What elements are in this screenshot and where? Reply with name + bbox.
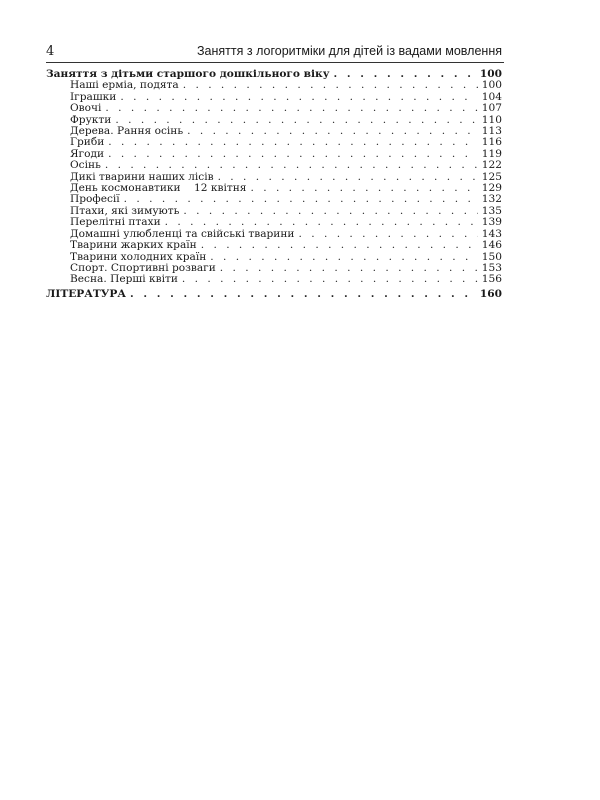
toc-item-page: 122 bbox=[481, 159, 502, 172]
toc-leader-dots bbox=[105, 160, 478, 171]
toc-row bbox=[46, 149, 502, 160]
toc-item-page: 135 bbox=[481, 204, 502, 217]
toc-leader-dots bbox=[218, 172, 478, 183]
table-of-contents bbox=[46, 69, 502, 300]
toc-leader-dots bbox=[183, 206, 477, 217]
toc-item-title: Тварини жарких країн bbox=[70, 239, 197, 252]
toc-leader-dots bbox=[165, 217, 478, 228]
toc-section-page: 100 bbox=[479, 68, 502, 80]
toc-leader-dots bbox=[120, 92, 477, 103]
toc-literature-title: ЛІТЕРАТУРА bbox=[46, 287, 126, 300]
toc-item-title: Гриби bbox=[70, 136, 105, 149]
toc-row bbox=[46, 137, 502, 148]
toc-section-title: Заняття з дітьми старшого дошкільного віку bbox=[46, 68, 330, 80]
toc-item-title: День космонавтики 12 квітня bbox=[70, 182, 247, 195]
toc-item-title: Ягоди bbox=[70, 147, 105, 160]
toc-item-title: Наші ерміа, подята bbox=[70, 79, 179, 92]
toc-row bbox=[46, 126, 502, 137]
toc-literature-page: 160 bbox=[479, 287, 502, 300]
toc-item-title: Іграшки bbox=[70, 90, 117, 103]
toc-leader-dots bbox=[182, 274, 478, 285]
toc-leader-dots bbox=[210, 252, 477, 263]
toc-item-page: 116 bbox=[481, 136, 502, 149]
toc-row bbox=[46, 217, 502, 228]
toc-item-page: 156 bbox=[481, 273, 502, 286]
toc-item-title: Перелітні птахи bbox=[70, 216, 161, 229]
toc-leader-dots bbox=[183, 80, 478, 91]
toc-item-page: 150 bbox=[481, 250, 502, 263]
toc-item-page: 146 bbox=[481, 239, 502, 252]
toc-item-page: 104 bbox=[481, 90, 502, 103]
toc-leader-dots bbox=[333, 69, 475, 80]
toc-leader-dots bbox=[220, 263, 478, 274]
toc-row bbox=[46, 103, 502, 114]
toc-leader-dots bbox=[105, 103, 477, 114]
toc-item-title: Дерева. Рання осінь bbox=[70, 125, 184, 138]
toc-item-title: Овочі bbox=[70, 102, 102, 115]
toc-item-title: Дикі тварини наших лісів bbox=[70, 170, 214, 183]
toc-item-title: Спорт. Спортивні розваги bbox=[70, 261, 216, 274]
toc-item-title: Домашні улюбленці та свійські тварини bbox=[70, 227, 295, 240]
toc-row bbox=[46, 160, 502, 171]
toc-item-page: 139 bbox=[481, 216, 502, 229]
toc-row bbox=[46, 274, 502, 285]
toc-item-title: Осінь bbox=[70, 159, 101, 172]
page-number: 4 bbox=[46, 44, 55, 59]
toc-item-title: Фрукти bbox=[70, 113, 112, 126]
toc-item-title: Професії bbox=[70, 193, 120, 206]
toc-leader-dots bbox=[250, 183, 477, 194]
page-header bbox=[46, 42, 502, 62]
toc-row bbox=[46, 240, 502, 251]
toc-item-title: Птахи, які зимують bbox=[70, 204, 180, 217]
toc-item-title: Тварини холодних країн bbox=[70, 250, 207, 263]
toc-leader-dots bbox=[108, 137, 477, 148]
toc-item-page: 129 bbox=[481, 182, 502, 195]
toc-literature-row bbox=[46, 289, 502, 300]
toc-leader-dots bbox=[130, 289, 476, 300]
toc-leader-dots bbox=[201, 240, 478, 251]
toc-item-page: 113 bbox=[481, 125, 502, 138]
toc-leader-dots bbox=[108, 149, 478, 160]
toc-leader-dots bbox=[187, 126, 478, 137]
toc-item-page: 125 bbox=[481, 170, 502, 183]
toc-item-page: 107 bbox=[481, 102, 502, 115]
toc-item-page: 132 bbox=[481, 193, 502, 206]
toc-item-page: 119 bbox=[481, 147, 502, 160]
toc-item-page: 153 bbox=[481, 261, 502, 274]
header-rule bbox=[46, 62, 504, 63]
toc-item-title: Весна. Перші квіти bbox=[70, 273, 178, 286]
running-title: Заняття з логоритміки для дітей із вадами мовлення bbox=[197, 44, 502, 58]
toc-item-page: 100 bbox=[481, 79, 502, 92]
toc-row bbox=[46, 92, 502, 103]
toc-item-page: 110 bbox=[481, 113, 502, 126]
toc-leader-dots bbox=[298, 229, 477, 240]
toc-item-page: 143 bbox=[481, 227, 502, 240]
